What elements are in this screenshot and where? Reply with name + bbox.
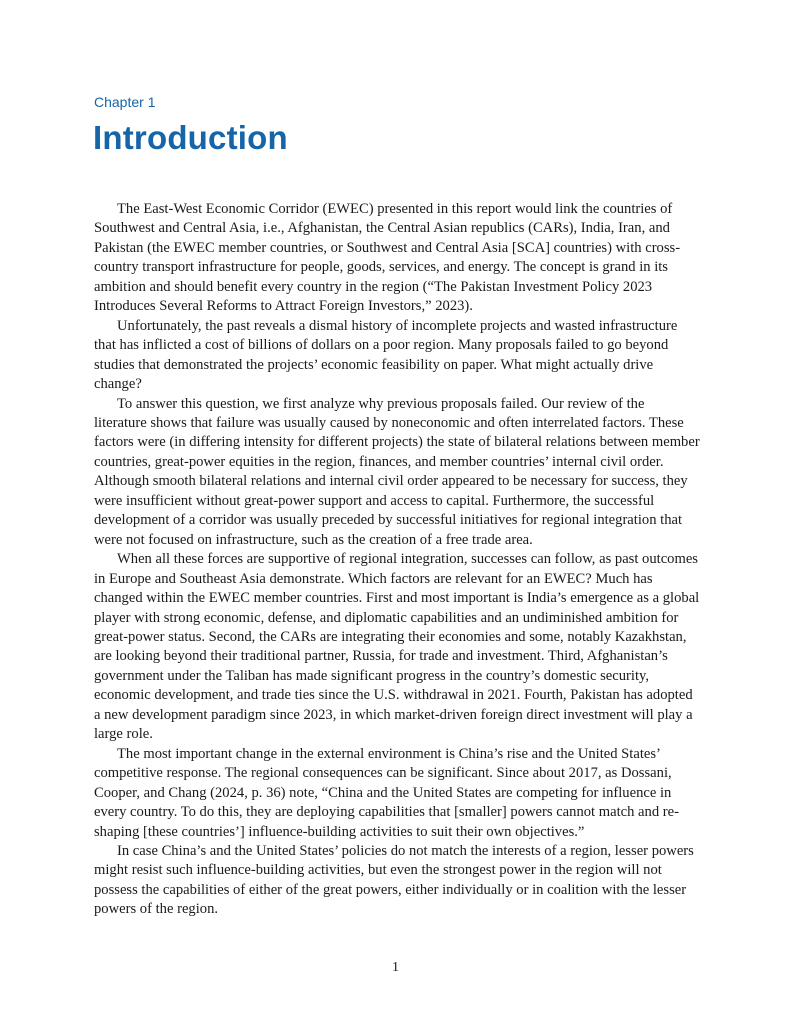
body-text: [94, 200, 700, 920]
page-number: 1: [392, 960, 399, 975]
paragraph: Unfortunately, the past reveals a dismal history of incomplete projects and wasted infrastructure that has inflicted a cost of billions of dollars on a poor region. Many proposals failed to go beyond studies that demonstrated the projects’ economic feasibility on paper. What might actually drive change?: [94, 317, 678, 393]
paragraph: In case China’s and the United States’ policies do not match the interests of a region, lesser powers might resist such influence-building activities, but even the strongest power in the region will not possess the capabilities of either of the great powers, either individually or in coalition with the lesser powers of the region.: [94, 842, 694, 918]
paragraph: The most important change in the external environment is China’s rise and the United States’ competitive response. The regional consequences can be significant. Since about 2017, as Dossani, Cooper, and Chang (2024, p. 36) note, “China and the United States are competing for influence in every country. To do this, they are deploying capabilities that [smaller] powers cannot match and re-shaping [these countries’] influence-building activities to suit their own objectives.”: [94, 745, 679, 840]
chapter-label: Chapter 1: [94, 94, 156, 110]
paragraph: When all these forces are supportive of regional integration, successes can follow, as past outcomes in Europe and Southeast Asia demonstrate. Which factors are relevant for an EWEC? Much has changed within the EWEC member countries. First and most important is India’s emergence as a global player with strong economic, defense, and diplomatic capabilities and an undiminished ambition for great-power status. Second, the CARs are integrating their economies and some, notably Kazakhstan, are looking beyond their traditional partner, Russia, for trade and investment. Third, Afghanistan’s government under the Taliban has made significant progress in the country’s domestic security, economic development, and trade ties since the U.S. withdrawal in 2021. Fourth, Pakistan has adopted a new development paradigm since 2023, in which market-driven foreign direct investment will play a large role.: [94, 551, 700, 743]
paragraph: To answer this question, we first analyze why previous proposals failed. Our review of the literature shows that failure was usually caused by noneconomic and often interrelated factors. These factors were (in differing intensity for different projects) the state of bilateral relations between member countries, great-power equities in the region, finances, and member countries’ internal civil order. Although smooth bilateral relations and internal civil order appeared to be necessary for success, they were insufficient without great-power support and access to capital. Furthermore, the successful development of a corridor was usually preceded by successful initiatives for regional integration that were not focused on infrastructure, such as the creation of a free trade area.: [94, 395, 700, 548]
chapter-title: Introduction: [93, 119, 288, 156]
paragraph: The East-West Economic Corridor (EWEC) presented in this report would link the countries of Southwest and Central Asia, i.e., Afghanistan, the Central Asian republics (CARs), India, Iran, and Pakistan (the EWEC member countries, or Southwest and Central Asia [SCA] countries) with cross-country transport infrastructure for people, goods, services, and energy. The concept is grand in its ambition and should benefit every country in the region (“The Pakistan Investment Policy 2023 Introduces Several Reforms to Attract Foreign Investors,” 2023).: [94, 201, 681, 315]
